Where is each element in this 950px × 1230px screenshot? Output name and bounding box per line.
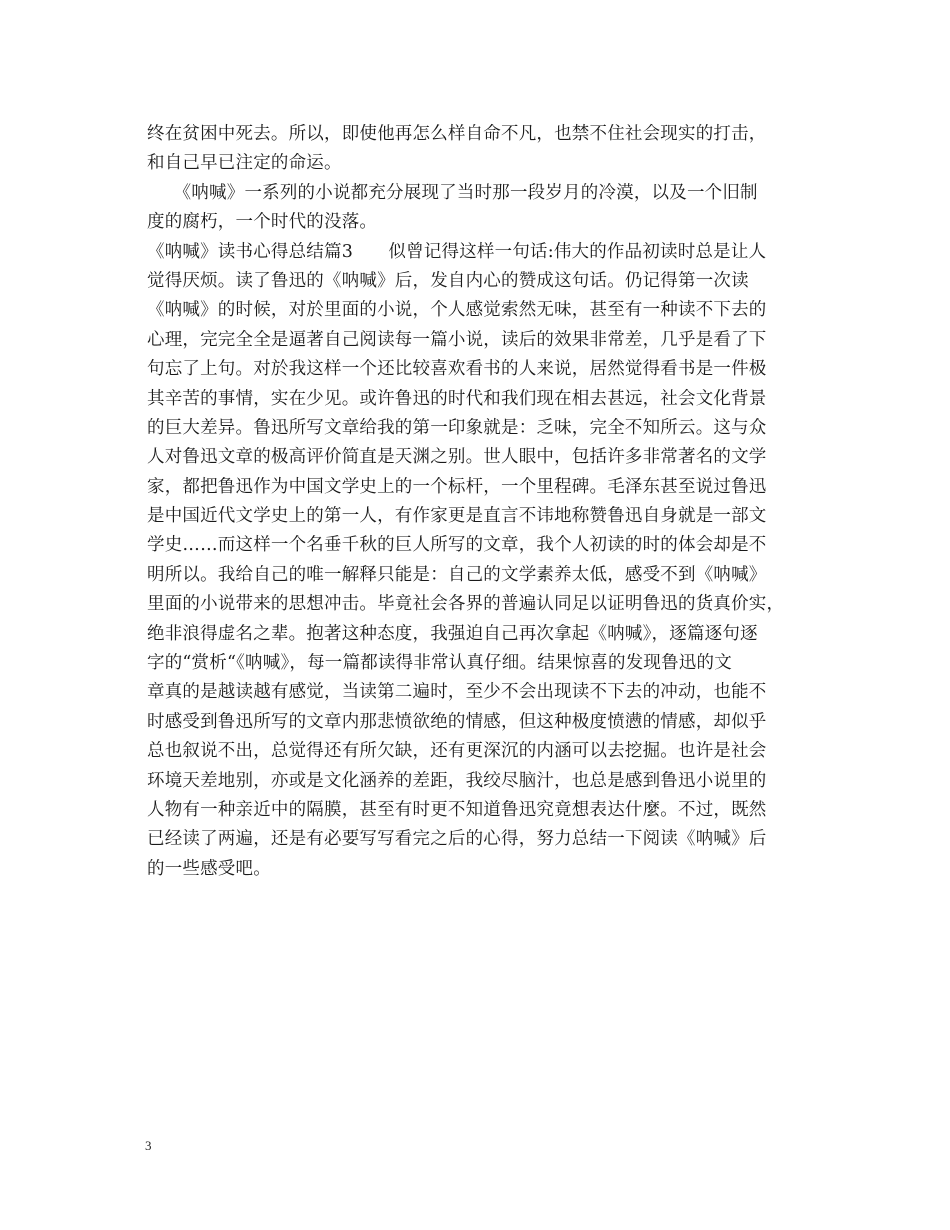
text-line: 《呐喊》一系列的小说都充分展现了当时那一段岁月的冷漠，以及一个旧制 xyxy=(147,182,758,203)
section-heading-line: 《呐喊》读书心得总结篇3 似曾记得这样一句话:伟大的作品初读时总是让人 xyxy=(147,241,767,262)
text-line: 的一些感受吧。 xyxy=(147,858,271,879)
text-line: 明所以。我给自己的唯一解释只能是：自己的文学素养太低，感受不到《呐喊》 xyxy=(147,564,767,585)
body-text xyxy=(147,120,817,884)
text-line: 里面的小说带来的思想冲击。毕竟社会各界的普遍认同足以证明鲁迅的货真价实， xyxy=(147,594,785,615)
text-line: 字的“赏析“《呐喊》，每一篇都读得非常认真仔细。结果惊喜的发现鲁迅的文 xyxy=(147,653,732,674)
text-line: 绝非浪得虚名之辈。抱著这种态度，我强迫自己再次拿起《呐喊》，逐篇逐句逐 xyxy=(147,623,758,644)
text-line: 已经读了两遍，还是有必要写写看完之后的心得，努力总结一下阅读《呐喊》后 xyxy=(147,829,767,850)
text-line: 其辛苦的事情，实在少见。或许鲁迅的时代和我们现在相去甚远，社会文化背景 xyxy=(147,388,767,409)
text-line: 学史……而这样一个名垂千秋的巨人所写的文章，我个人初读的时的体会却是不 xyxy=(147,535,767,556)
text-line: 章真的是越读越有感觉，当读第二遍时，至少不会出现读不下去的冲动，也能不 xyxy=(147,682,767,703)
text-line: 度的腐朽，一个时代的没落。 xyxy=(147,212,378,233)
text-line: 的巨大差异。鲁迅所写文章给我的第一印象就是：乏味，完全不知所云。这与众 xyxy=(147,417,767,438)
page-number: 3 xyxy=(145,1138,152,1153)
text-line: 家，都把鲁迅作为中国文学史上的一个标杆，一个里程碑。毛泽东甚至说过鲁迅 xyxy=(147,476,767,497)
text-line: 《呐喊》的时候，对於里面的小说，个人感觉索然无味，甚至有一种读不下去的 xyxy=(147,300,767,321)
text-line: 人对鲁迅文章的极高评价简直是天渊之别。世人眼中，包括许多非常著名的文学 xyxy=(147,447,767,468)
text-line: 心理，完完全全是逼著自己阅读每一篇小说，读后的效果非常差，几乎是看了下 xyxy=(147,329,767,350)
text-line: 和自己早已注定的命运。 xyxy=(147,153,342,174)
text-line: 环境天差地别，亦或是文化涵养的差距，我绞尽脑汁，也总是感到鲁迅小说里的 xyxy=(147,770,767,791)
text-line: 句忘了上句。对於我这样一个还比较喜欢看书的人来说，居然觉得看书是一件极 xyxy=(147,359,767,380)
text-line: 时感受到鲁迅所写的文章内那悲愤欲绝的情感，但这种极度愤懑的情感，却似乎 xyxy=(147,711,767,732)
text-line: 总也叙说不出，总觉得还有所欠缺，还有更深沉的内涵可以去挖掘。也许是社会 xyxy=(147,741,767,762)
text-line: 是中国近代文学史上的第一人，有作家更是直言不讳地称赞鲁迅自身就是一部文 xyxy=(147,506,767,527)
text-line: 人物有一种亲近中的隔膜，甚至有时更不知道鲁迅究竟想表达什麼。不过，既然 xyxy=(147,799,767,820)
text-line: 终在贫困中死去。所以，即使他再怎么样自命不凡，也禁不住社会现实的打击， xyxy=(147,124,767,144)
text-line: 觉得厌烦。读了鲁迅的《呐喊》后，发自内心的赞成这句话。仍记得第一次读 xyxy=(147,270,749,291)
